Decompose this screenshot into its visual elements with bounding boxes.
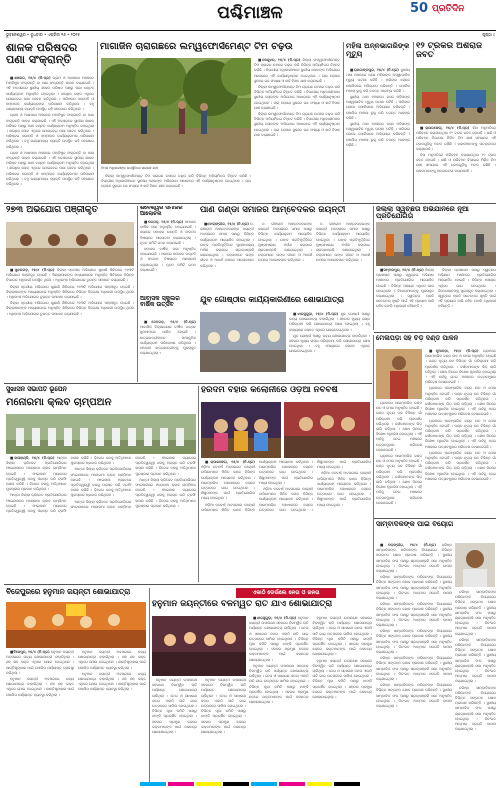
cricket-team-photo: [6, 414, 196, 454]
story-s13-body: [201, 460, 371, 578]
story-text: ଡ. ଭୀମରାଓ ଆମ୍ବେଦକରଙ୍କ ଜୟନ୍ତୀ ଅବସରରେ ସମାଜ ପକ୍ଷରୁ ବିଭିନ୍ନ କାର୍ଯ୍ୟକ୍ରମ ଆୟୋଜିତ ହୋଇଥିଲା । ତାଙ୍କ ପ୍ରତିମୂର୍ତ୍ତିରେ ପୁଷ୍ପମାଲ୍ୟ ଅର୍ପଣ କରାଯାଇ ଶ୍ରଦ୍ଧାଞ୍ଜଳି ଜଣାଯାଇଥିଲା । ବକ୍ତାମାନେ ତାଙ୍କ ଜୀବନ ଓ ଆଦର୍ଶ ଉପରେ ଆଲୋକପାତ କରିଥିଲେ ।: [316, 222, 370, 263]
story-text: ଯୁବ ଗୋଷ୍ଠୀ ପକ୍ଷରୁ ଭବ୍ୟ ଶୋଭାଯାତ୍ରା ବାହାରିଥିଲା । ସହରର ମୁଖ୍ୟ ରାସ୍ତା ପରିକ୍ରମା କରି ଶୋଭାଯାତ୍ରା ଶେଷ ହୋଇଥିଲା । ବହୁ ସଂଖ୍ୟାରେ ଲୋକେ ଏଥିରେ ଯୋଗଦେଇଥିଲେ ।: [289, 333, 370, 354]
story-s17-body-cont: [455, 590, 496, 783]
story-text: ବରିଷ୍ଠ ସାମ୍ବାଦିକଙ୍କ ପରିଜନଙ୍କ ବିୟୋଗରେ ବିଭିନ୍ନ ସଙ୍ଗଠନ ଶୋକ ପ୍ରକାଶ କରିଛନ୍ତି । ସ୍ଥାନୀୟ ସାମ୍ବାଦିକ ସଂଘ ପକ୍ଷରୁ ଶ୍ରଦ୍ଧାଞ୍ଜଳି ସଭା ଅନୁଷ୍ଠିତ ହୋଇଥିଲା । ଦିବଂଗତ ଆତ୍ମାର ସଦଗତି କାମନା କରାଯାଇଥିଲା ।: [376, 656, 452, 682]
story-text: ବରିଷ୍ଠ ସାମ୍ବାଦିକଙ୍କ ପରିଜନଙ୍କ ବିୟୋଗରେ ବିଭିନ୍ନ ସଙ୍ଗଠନ ଶୋକ ପ୍ରକାଶ କରିଛନ୍ତି । ସ୍ଥାନୀୟ ସାମ୍ବାଦିକ ସଂଘ ପକ୍ଷରୁ ଶ୍ରଦ୍ଧାଞ୍ଜଳି ସଭା ଅନୁଷ୍ଠିତ ହୋଇଥିଲା । ଦିବଂଗତ ଆତ୍ମାର ସଦଗତି କାମନା କରାଯାଇଥିଲା ।: [455, 685, 496, 732]
headline-s2: ମାଗାଜିନ ଚାରାଗଛରେ ଲମ୍ୱଫୋର୍ସମେଣ୍ଟ ଟିମ ଚଢ଼ଉ: [100, 42, 293, 52]
byline: ■ଝାରସୁଗୁଡ଼ା, ୧୫/୪ (ନି.ପ୍ର): [253, 616, 297, 620]
story-text: ଜିଲ୍ଲା ଲମ୍ୱଫୋର୍ସମେଣ୍ଟ ଟିମ ଚାରାଗଛ ଉପରେ ଚଢ଼ଉ କରି ବିଭିନ୍ନ ଅନିୟମିତତା ଚିହ୍ନଟ କରିଛି । ବିଭାଗୀୟ ଅଧିକାରୀମାନେ ସ୍ଥାନୀୟ ଲୋକଙ୍କ ଅଭିଯୋଗ ଆଧାରରେ ଏହି କାର୍ଯ୍ୟାନୁଷ୍ଠାନ ନେଇଥିଲେ । ଚାରା ରୋପଣ ସ୍ଥଳରେ ଗଛ ସଂଖ୍ୟା ଓ ଖର୍ଚ୍ଚ ହିସାବ ଯାଞ୍ଚ କରାଯାଇଛି ।: [254, 58, 340, 83]
story-text: ଗ୍ରାମ ଓ ଆଖପାଖ ଅଞ୍ଚଳରେ ମହାବିଷୁବ ସଂକ୍ରାନ୍ତି ବା ପଣା ସଂକ୍ରାନ୍ତି ପାଳନ କରାଯାଇଛି । ଏହି ଅବସରରେ ସ୍ଥାନୀୟ ଶାଳକ ପରିଷଦ ପକ୍ଷରୁ ପଣା ବଣ୍ଟନ କାର୍ଯ୍ୟକ୍ରମ ଅନୁଷ୍ଠିତ ହୋଇଥିଲା । ଶତାଧିକ ଲୋକ ଏଥିରେ ଯୋଗଦେଇ ପଣା ସେବନ କରିଥିଲେ । ପରିଷଦର ସଭାପତି ଓ ସମ୍ପାଦକ କାର୍ଯ୍ୟକ୍ରମର ପରିଚାଳନା କରିଥିଲେ । ବହୁ ଗଣ୍ୟମାନ୍ୟ ବ୍ୟକ୍ତି ଉପସ୍ଥିତ ରହି ସହଯୋଗ କରିଥିଲେ ।: [6, 150, 94, 187]
story-text: ହନୁମାନ ଜୟନ୍ତୀ ଅବସରରେ ଭବ୍ୟ ଶୋଭାଯାତ୍ରା ବାହାରିଥିଲା । ଶହ ଶହ ଭକ୍ତ ଏଥିରେ ଯୋଗ ଦେଇଥିଲେ । ଶାନ୍ତିଶୃଙ୍ଖଳା ପାଇଁ ପୋଲିସ ପର୍ଯ୍ୟାପ୍ତ ବ୍ୟବସ୍ଥା କରିଥିଲା ।: [78, 671, 146, 692]
story-text: ସମାଜର ବାର୍ଷିକ ସଭା ଅନୁଷ୍ଠିତ ହୋଇଯାଇଛି । ସଭାରେ ସମାଜର ଉନ୍ନତି ଓ ସଂଗଠନ ବିଷୟରେ ଆଲୋଚନା କରାଯାଇଥିଲା । ନୂତନ କମିଟି ଗଠନ କରାଯାଇଛି ।: [140, 220, 196, 245]
headline-s14: ମେଳାପଡ଼ା ସହ ଚିଡ଼ି ଦଣ୍ଡ ପାଳନ: [376, 335, 459, 342]
trucks-photo: [416, 68, 496, 124]
story-text: ଜିଲ୍ଲା ପ୍ରଶାସନ ପକ୍ଷରୁ ସ୍ୱଚ୍ଛତା ଅଭିଯାନ ଅଧୀନରେ ପ୍ରତିଯୋଗିତା ଆୟୋଜିତ ହୋଇଛି । ବିଭିନ୍ନ ପଞ୍ଚାୟତ ଏଥିରେ ଭାଗ ନେଇଥିଲେ । ବିଜେତାମାନଙ୍କୁ ପୁରସ୍କୃତ କରାଯାଇଥିଲା । ସ୍ୱଚ୍ଛତା ପ୍ରତି ସଚେତନତା ସୃଷ୍ଟି ପାଇଁ ଏହି ପ୍ରୟାସ ଜାରି ରହିବ ବୋଲି ଅଧିକାରୀ କହିଛନ୍ତି ।: [376, 268, 434, 309]
story-s4-body: [416, 126, 496, 198]
newyear-photo-2: [284, 402, 370, 458]
story-s7-body: [200, 222, 370, 290]
story-text: ଡ. ଭୀମରାଓ ଆମ୍ବେଦକରଙ୍କ ଜୟନ୍ତୀ ଅବସରରେ ସମାଜ ପକ୍ଷରୁ ବିଭିନ୍ନ କାର୍ଯ୍ୟକ୍ରମ ଆୟୋଜିତ ହୋଇଥିଲା । ତାଙ୍କ ପ୍ରତିମୂର୍ତ୍ତିରେ ପୁଷ୍ପମାଲ୍ୟ ଅର୍ପଣ କରାଯାଇ ଶ୍ରଦ୍ଧାଞ୍ଜଳି ଜଣାଯାଇଥିଲା । ବକ୍ତାମାନେ ତାଙ୍କ ଜୀବନ ଓ ଆଦର୍ଶ ଉପରେ ଆଲୋକପାତ କରିଥିଲେ ।: [258, 222, 312, 263]
story-text: ଗ୍ରାମରେ ପାରମ୍ପରିକ ଦଣ୍ଡ ନାଚ ଓ ମେଳା ଅନୁଷ୍ଠିତ ହୋଇଛି । ଦଣ୍ଡ ନୃତ୍ୟ ଦଳ ବିଭିନ୍ନ ଗାଁ ପରିକ୍ରମା କରି ପ୍ରଦର୍ଶନ କରିଥିଲେ । ଦର୍ଶକମାନଙ୍କ ଭିଡ଼ ଲାଗି ରହିଥିଲା । ଶେଷ ଦିନରେ ବିଶେଷ ପୂଜାର୍ଚ୍ଚନା ହୋଇଥିଲା । ଏହି ପର୍ବକୁ ନେଇ ଅଞ୍ଚଳରେ ଉତ୍ସବମୁଖର ପରିବେଶ ଦେଖାଦେଇଛି ।: [376, 401, 422, 452]
byline: ■ଦେବଗଡ଼, ୧୫/୪ (ନି.ପ୍ର): [144, 320, 196, 324]
headline-s10: ସୁଖାସନ ସଭାପତି ଭୂପେନ: [6, 386, 67, 393]
headline-s1: ଶାଳକ ପରିଷଦର ପଣା ସଂକ୍ରାନ୍ତି: [6, 42, 78, 66]
story-text: ସ୍ଥାନୀୟ ଥାନା ଅଞ୍ଚଳରେ ଜଣେ ମହିଳାଙ୍କ ଅସ୍ୱାଭାବିକ ମୃତ୍ୟୁ ଘଟଣା ଘଟିଛି । ପରିବାର ଲୋକେ ପୋଲିସରେ ଅଭିଯୋଗ କରିଛନ୍ତି । ପୋଲିସ ମାମଲା ରୁଜୁ କରି ତଦନ୍ତ ଆରମ୍ଭ କରିଛି ।: [346, 122, 410, 147]
story-text: ଯୁବ ଗୋଷ୍ଠୀ ପକ୍ଷରୁ ଭବ୍ୟ ଶୋଭାଯାତ୍ରା ବାହାରିଥିଲା । ସହରର ମୁଖ୍ୟ ରାସ୍ତା ପରିକ୍ରମା କରି ଶୋଭାଯାତ୍ରା ଶେଷ ହୋଇଥିଲା । ବହୁ ସଂଖ୍ୟାରେ ଲୋକେ ଏଥିରେ ଯୋଗଦେଇଥିଲେ ।: [289, 312, 370, 332]
story-text: ଜିଲ୍ଲା ଲମ୍ୱଫୋର୍ସମେଣ୍ଟ ଟିମ ଚାରାଗଛ ଉପରେ ଚଢ଼ଉ କରି ବିଭିନ୍ନ ଅନିୟମିତତା ଚିହ୍ନଟ କରିଛି । ବିଭାଗୀୟ ଅଧିକାରୀମାନେ ସ୍ଥାନୀୟ ଲୋକଙ୍କ ଅଭିଯୋଗ ଆଧାରରେ ଏହି କାର୍ଯ୍ୟାନୁଷ୍ଠାନ ନେଇଥିଲେ । ଚାରା ରୋପଣ ସ୍ଥଳରେ ଗଛ ସଂଖ୍ୟା ଓ ଖର୍ଚ୍ଚ ହିସାବ ଯାଞ୍ଚ କରାଯାଇଛି ।: [254, 85, 340, 110]
headline-s11: ଆବାସିକ ସ୍କୁଲର ବାର୍ଷିକ ଉତ୍ସବ: [140, 296, 180, 309]
story-s11-body: [140, 320, 196, 378]
masthead: [0, 0, 500, 30]
portrait-photo: [455, 543, 495, 587]
story-text: ଗ୍ରାମରେ ପାରମ୍ପରିକ ଦଣ୍ଡ ନାଚ ଓ ମେଳା ଅନୁଷ୍ଠିତ ହୋଇଛି । ଦଣ୍ଡ ନୃତ୍ୟ ଦଳ ବିଭିନ୍ନ ଗାଁ ପରିକ୍ରମା କରି ପ୍ରଦର୍ଶନ କରିଥିଲେ । ଦର୍ଶକମାନଙ୍କ ଭିଡ଼ ଲାଗି ରହିଥିଲା । ଶେଷ ଦିନରେ ବିଶେଷ ପୂଜାର୍ଚ୍ଚନା ହୋଇଥିଲା । ଏହି ପର୍ବକୁ ନେଇ ଅଞ୍ଚଳରେ ଉତ୍ସବମୁଖର ପରିବେଶ ଦେଖାଦେଇଛି ।: [376, 454, 422, 505]
story-s16-body: [249, 616, 372, 784]
story-text: ବରିଷ୍ଠ ସାମ୍ବାଦିକଙ୍କ ପରିଜନଙ୍କ ବିୟୋଗରେ ବିଭିନ୍ନ ସଙ୍ଗଠନ ଶୋକ ପ୍ରକାଶ କରିଛନ୍ତି । ସ୍ଥାନୀୟ ସାମ୍ବାଦିକ ସଂଘ ପକ୍ଷରୁ ଶ୍ରଦ୍ଧାଞ୍ଜଳି ସଭା ଅନୁଷ୍ଠିତ ହୋଇଥିଲା । ଦିବଂଗତ ଆତ୍ମାର ସଦଗତି କାମନା କରାଯାଇଥିଲା ।: [455, 637, 496, 684]
story-text: ଓଡ଼ିଆ ନବବର୍ଷ ଅବସରରେ କଲୋନୀ ବାସିନ୍ଦାମାନେ ମିଳିତ ଭାବେ ବିଭିନ୍ନ କାର୍ଯ୍ୟକ୍ରମ ଆୟୋଜନ କରିଥିଲେ । ପାରମ୍ପରିକ ପୋଷାକରେ ଲୋକେ ଉତ୍ସବରେ ଭାଗ ନେଇଥିଲେ । ଶିଶୁମାନଙ୍କ ପାଇଁ ପ୍ରତିଯୋଗିତା ମଧ୍ୟ ହୋଇଥିଲା ।: [201, 465, 255, 501]
story-s2-body: [254, 58, 340, 198]
headline-s6: ଶିବେଶ୍ୱର ସମାଜର ଆଲୋଚନା: [140, 206, 183, 217]
story-text: ହନୁମାନ ଜୟନ୍ତୀ ଅବସରରେ ଭବ୍ୟ ଶୋଭାଯାତ୍ରା ବାହାରିଥିଲା । ଶହ ଶହ ଭକ୍ତ ଏଥିରେ ଯୋଗ ଦେଇଥିଲେ । ଶାନ୍ତିଶୃଙ୍ଖଳା ପାଇଁ ପୋଲିସ ପର୍ଯ୍ୟାପ୍ତ ବ୍ୟବସ୍ଥା କରିଥିଲା ।: [6, 677, 74, 697]
hanuman-procession-photo: [6, 602, 146, 648]
byline: ■ବଲାଙ୍ଗୀର, ୧୫/୪ (ନି.ପ୍ର): [380, 543, 437, 547]
story-text: ଓଡ଼ିଆ ନବବର୍ଷ ଅବସରରେ କଲୋନୀ ବାସିନ୍ଦାମାନେ ମିଳିତ ଭାବେ ବିଭିନ୍ନ କାର୍ଯ୍ୟକ୍ରମ ଆୟୋଜନ କରିଥିଲେ । ପାରମ୍ପରିକ ପୋଷାକରେ ଲୋକେ ଉତ୍ସବରେ ଭାଗ ନେଇଥିଲେ । ଶିଶୁମାନଙ୍କ ପାଇଁ ପ୍ରତିଯୋଗିତା ମଧ୍ୟ ହୋଇଥିଲା ।: [201, 460, 313, 512]
byline: ■ବରଗଡ଼, ୧୫/୪ (ନି.ପ୍ର): [144, 220, 184, 224]
photo-caption: ଟିମର ଅଧିକାରୀଙ୍କ ଉପସ୍ଥିତିରେ ଚାରାଗଛ ଯାଞ୍ଚ: [101, 166, 158, 170]
story-text: ବିନା ଅନୁମତିରେ ପରିବହନ କରାଯାଉଥିବା ୧୨ ଟ୍ରକ ଜବତ ହୋଇଛି । ଖଣି ଓ ପରିବହନ ବିଭାଗର ମିଳିତ ଟିମ ଯାଞ୍ଚ ସମୟରେ ଏହି ଟ୍ରକଗୁଡ଼ିକୁ ଅଟକ ରଖିଛି । ଚାଳକମାନଙ୍କୁ ପଚରାଉଚରା କରାଯାଉଛି ।: [416, 153, 496, 173]
story-text: ଗ୍ରାମରେ ପାରମ୍ପରିକ ଦଣ୍ଡ ନାଚ ଓ ମେଳା ଅନୁଷ୍ଠିତ ହୋଇଛି । ଦଣ୍ଡ ନୃତ୍ୟ ଦଳ ବିଭିନ୍ନ ଗାଁ ପରିକ୍ରମା କରି ପ୍ରଦର୍ଶନ କରିଥିଲେ । ଦର୍ଶକମାନଙ୍କ ଭିଡ଼ ଲାଗି ରହିଥିଲା । ଶେଷ ଦିନରେ ବିଶେଷ ପୂଜାର୍ଚ୍ଚନା ହୋଇଥିଲା । ଏହି ପର୍ବକୁ ନେଇ ଅଞ୍ଚଳରେ ଉତ୍ସବମୁଖର ପରିବେଶ ଦେଖାଦେଇଛି ।: [425, 386, 496, 417]
headline-s4: ୧୨ ଟ୍ରକର ଅଁଶିରାଜ ଜବତ: [416, 42, 483, 61]
story-s16-body-cont: [152, 678, 246, 784]
story-s6-body: [140, 220, 196, 290]
anniversary-badge: 50: [410, 1, 429, 16]
story-text: ସମାଜର ବାର୍ଷିକ ସଭା ଅନୁଷ୍ଠିତ ହୋଇଯାଇଛି । ସଭାରେ ସମାଜର ଉନ୍ନତି ଓ ସଂଗଠନ ବିଷୟରେ ଆଲୋଚନା କରାଯାଇଥିଲା । ନୂତନ କମିଟି ଗଠନ କରାଯାଇଛି ।: [140, 247, 196, 272]
story-s14-body-cont: [376, 401, 422, 515]
section-title: ପଶ୍ଚିମାଞ୍ଚଳ: [217, 3, 283, 23]
headline-s15: ବିଜେପୁରରେ ହନୁମାନ ଜୟନ୍ତୀ ଶୋଭାଯାତ୍ରା: [6, 588, 131, 596]
story-s8-body: [376, 268, 496, 328]
story-text: ଜିଲ୍ଲା ପ୍ରଶାସନ ପକ୍ଷରୁ ସ୍ୱଚ୍ଛତା ଅଭିଯାନ ଅଧୀନରେ ପ୍ରତିଯୋଗିତା ଆୟୋଜିତ ହୋଇଛି । ବିଭିନ୍ନ ପଞ୍ଚାୟତ ଏଥିରେ ଭାଗ ନେଇଥିଲେ । ବିଜେତାମାନଙ୍କୁ ପୁରସ୍କୃତ କରାଯାଇଥିଲା । ସ୍ୱଚ୍ଛତା ପ୍ରତି ସଚେତନତା ସୃଷ୍ଟି ପାଇଁ ଏହି ପ୍ରୟାସ ଜାରି ରହିବ ବୋଲି ଅଧିକାରୀ କହିଛନ୍ତି ।: [438, 268, 496, 309]
headline-s17: ସାମ୍ବାଦିକଙ୍କ ପାଇଁ ବିୟୋଗ: [376, 521, 454, 528]
story-text: ହନୁମାନ ଜୟନ୍ତୀ ଉପଲକ୍ଷେ ସହରରେ ବିଳମ୍ୱିତ ରାତି ପର୍ଯ୍ୟନ୍ତ ଶୋଭାଯାତ୍ରା ଚାଲିଥିଲା । ନେତା ଓ ସାଧାରଣ ଜନତା ଏକାଠି ନାଚି ଗାଇ ଉତ୍ସବରେ ସାମିଲ ହୋଇଥିଲେ । ବିଭିନ୍ନ ପୂଜା କମିଟି ପକ୍ଷରୁ ଝାଙ୍କି ପ୍ରଦର୍ଶିତ ହୋଇଥିଲା । ସହରର ପ୍ରମୁଖ ଛକରେ ଭକ୍ତମାନଙ୍କ ପାଇଁ ଜଳଛତ୍ର ଖୋଲାଯାଇଥିଲା ।: [249, 616, 309, 662]
byline: ■ବିଜେପୁର, ୧୫/୪ (ନି.ପ୍ର): [10, 650, 50, 654]
story-text: ଆନ୍ତଃ ଜିଲ୍ଲା କ୍ରିକେଟ ପ୍ରତିଯୋଗିତାର ଫାଇନାଲରେ ମନୋରମା କ୍ଲବ ଚାମ୍ପିଅନ ହୋଇଛି । ଫାଇନାଲ ମ୍ୟାଚରେ ପ୍ରତିଦ୍ୱନ୍ଦ୍ୱୀ ଦଳକୁ ପରାସ୍ତ କରି ଟ୍ରଫି ହାସଲ କରିଛି । ବିଜେତା ଦଳକୁ ଅତିଥିମାନେ ପୁରସ୍କାର ପ୍ରଦାନ କରିଥିଲେ ।: [6, 456, 67, 492]
story-text: ହନୁମାନ ଜୟନ୍ତୀ ଅବସରରେ ଭବ୍ୟ ଶୋଭାଯାତ୍ରା ବାହାରିଥିଲା । ଶହ ଶହ ଭକ୍ତ ଏଥିରେ ଯୋଗ ଦେଇଥିଲେ । ଶାନ୍ତିଶୃଙ୍ଖଳା ପାଇଁ ପୋଲିସ ପର୍ଯ୍ୟାପ୍ତ ବ୍ୟବସ୍ଥା କରିଥିଲା ।: [78, 650, 146, 670]
byline: ■ରାଜଗାଙ୍ଗପୁର, ୧୫/୪ (ନି.ପ୍ର): [350, 68, 399, 72]
registration-marks: [140, 782, 360, 786]
byline: ■ଝାରସୁଗୁଡ଼ା, ୧୫/୪ (ନି.ପ୍ର): [293, 312, 339, 316]
story-text: ହନୁମାନ ଜୟନ୍ତୀ ଉପଲକ୍ଷେ ସହରରେ ବିଳମ୍ୱିତ ରାତି ପର୍ଯ୍ୟନ୍ତ ଶୋଭାଯାତ୍ରା ଚାଲିଥିଲା । ନେତା ଓ ସାଧାରଣ ଜନତା ଏକାଠି ନାଚି ଗାଇ ଉତ୍ସବରେ ସାମିଲ ହୋଇଥିଲେ । ବିଭିନ୍ନ ପୂଜା କମିଟି ପକ୍ଷରୁ ଝାଙ୍କି ପ୍ରଦର୍ଶିତ ହୋଇଥିଲା । ସହରର ପ୍ରମୁଖ ଛକରେ ଭକ୍ତମାନଙ୍କ ପାଇଁ ଜଳଛତ୍ର ଖୋଲାଯାଇଥିଲା ।: [312, 616, 372, 657]
newyear-photo: [201, 402, 281, 458]
story-text: ବରିଷ୍ଠ ସାମ୍ବାଦିକଙ୍କ ପରିଜନଙ୍କ ବିୟୋଗରେ ବିଭିନ୍ନ ସଙ୍ଗଠନ ଶୋକ ପ୍ରକାଶ କରିଛନ୍ତି । ସ୍ଥାନୀୟ ସାମ୍ବାଦିକ ସଂଘ ପକ୍ଷରୁ ଶ୍ରଦ୍ଧାଞ୍ଜଳି ସଭା ଅନୁଷ୍ଠିତ ହୋଇଥିଲା । ଦିବଂଗତ ଆତ୍ମାର ସଦଗତି କାମନା କରାଯାଇଥିଲା ।: [376, 575, 452, 601]
headline-s16: ହନୁମାନ ଜୟନ୍ତୀରେ ବିଳମ୍ୱିତ ରାତି ଯାଏଁ ଶୋଭାଯାତ୍ରା: [152, 600, 333, 609]
procession-photo: [200, 312, 286, 372]
story-text: ହନୁମାନ ଜୟନ୍ତୀ ଅବସରରେ ଭବ୍ୟ ଶୋଭାଯାତ୍ରା ବାହାରିଥିଲା । ଶହ ଶହ ଭକ୍ତ ଏଥିରେ ଯୋଗ ଦେଇଥିଲେ । ଶାନ୍ତିଶୃଙ୍ଖଳା ପାଇଁ ପୋଲିସ ପର୍ଯ୍ୟାପ୍ତ ବ୍ୟବସ୍ଥା କରିଥିଲା ।: [6, 650, 74, 675]
masthead-rule: [4, 30, 496, 31]
story-text: ହନୁମାନ ଜୟନ୍ତୀ ଉପଲକ୍ଷେ ସହରରେ ବିଳମ୍ୱିତ ରାତି ପର୍ଯ୍ୟନ୍ତ ଶୋଭାଯାତ୍ରା ଚାଲିଥିଲା । ନେତା ଓ ସାଧାରଣ ଜନତା ଏକାଠି ନାଚି ଗାଇ ଉତ୍ସବରେ ସାମିଲ ହୋଇଥିଲେ । ବିଭିନ୍ନ ପୂଜା କମିଟି ପକ୍ଷରୁ ଝାଙ୍କି ପ୍ରଦର୍ଶିତ ହୋଇଥିଲା । ସହରର ପ୍ରମୁଖ ଛକରେ ଭକ୍ତମାନଙ୍କ ପାଇଁ ଜଳଛତ୍ର ଖୋଲାଯାଇଥିଲା ।: [249, 663, 309, 705]
story-text: ଆବାସିକ ବିଦ୍ୟାଳୟର ବାର୍ଷିକ ଉତ୍ସବ ଧୁମଧାମରେ ପାଳିତ ହୋଇଛି । ଛାତ୍ରଛାତ୍ରୀମାନେ ସାଂସ୍କୃତିକ କାର୍ଯ୍ୟକ୍ରମ ପରିବେଷଣ କରିଥିଲେ । ମେଧାବୀ ଛାତ୍ରଛାତ୍ରୀଙ୍କୁ ପୁରସ୍କୃତ କରାଯାଇଥିଲା ।: [140, 325, 196, 356]
story-text: ଗ୍ରାମ ଓ ଆଖପାଖ ଅଞ୍ଚଳରେ ମହାବିଷୁବ ସଂକ୍ରାନ୍ତି ବା ପଣା ସଂକ୍ରାନ୍ତି ପାଳନ କରାଯାଇଛି । ଏହି ଅବସରରେ ସ୍ଥାନୀୟ ଶାଳକ ପରିଷଦ ପକ୍ଷରୁ ପଣା ବଣ୍ଟନ କାର୍ଯ୍ୟକ୍ରମ ଅନୁଷ୍ଠିତ ହୋଇଥିଲା । ଶତାଧିକ ଲୋକ ଏଥିରେ ଯୋଗଦେଇ ପଣା ସେବନ କରିଥିଲେ । ପରିଷଦର ସଭାପତି ଓ ସମ୍ପାଦକ କାର୍ଯ୍ୟକ୍ରମର ପରିଚାଳନା କରିଥିଲେ । ବହୁ ଗଣ୍ୟମାନ୍ୟ ବ୍ୟକ୍ତି ଉପସ୍ଥିତ ରହି ସହଯୋଗ କରିଥିଲେ ।: [6, 113, 94, 149]
story-s3-body: [346, 68, 410, 198]
story-text: ଆନ୍ତଃ ଜିଲ୍ଲା କ୍ରିକେଟ ପ୍ରତିଯୋଗିତାର ଫାଇନାଲରେ ମନୋରମା କ୍ଲବ ଚାମ୍ପିଅନ ହୋଇଛି । ଫାଇନାଲ ମ୍ୟାଚରେ ପ୍ରତିଦ୍ୱନ୍ଦ୍ୱୀ ଦଳକୁ ପରାସ୍ତ କରି ଟ୍ରଫି ହାସଲ କରିଛି । ବିଜେତା ଦଳକୁ ଅତିଥିମାନେ ପୁରସ୍କାର ପ୍ରଦାନ କରିଥିଲେ ।: [6, 456, 132, 514]
byline: ■କେନ୍ଦୁଝର, ୧୫/୪ (ନି.ପ୍ର): [258, 58, 301, 62]
story-text: ଜିଲ୍ଲା ଲମ୍ୱଫୋର୍ସମେଣ୍ଟ ଟିମ ଚାରାଗଛ ଉପରେ ଚଢ଼ଉ କରି ବିଭିନ୍ନ ଅନିୟମିତତା ଚିହ୍ନଟ କରିଛି । ବିଭାଗୀୟ ଅଧିକାରୀମାନେ ସ୍ଥାନୀୟ ଲୋକଙ୍କ ଅଭିଯୋଗ ଆଧାରରେ ଏହି କାର୍ଯ୍ୟାନୁଷ୍ଠାନ ନେଇଥିଲେ । ଚାରା ରୋପଣ ସ୍ଥଳରେ ଗଛ ସଂଖ୍ୟା ଓ ଖର୍ଚ୍ଚ ହିସାବ ଯାଞ୍ଚ କରାଯାଇଛି ।: [254, 112, 340, 137]
story-text: ଜିଲ୍ଲା ସ୍ତରୀୟ ଅଭିଯୋଗ ଶୁଣାଣି ଶିବିରରେ ୨୭୩ଟି ଅଭିଯୋଗ ପଞ୍ଜୀକୃତ ହୋଇଛି । ଜିଲ୍ଲାପାଳଙ୍କ ଅଧ୍ୟକ୍ଷତାରେ ଅନୁଷ୍ଠିତ ଶିବିରରେ ବିଭିନ୍ନ ବିଭାଗର ଅଧିକାରୀ ଉପସ୍ଥିତ ଥିଲେ । ଅଧିକାଂଶ ଅଭିଯୋଗର ତୁରନ୍ତ ସମାଧାନ କରାଯାଇଛି ।: [6, 268, 134, 283]
headline-s8: ଜିଲ୍ଲା ସ୍ୱଚ୍ଛତା ଅଭିଯାନରେ ନୂଆ ପ୍ରତିଯୋଗିତା: [376, 206, 469, 220]
byline: ■ବୋଲାଙ୍ଗୀର, ୧୫/୪ (ନି.ପ୍ର): [204, 222, 249, 226]
story-s1-body: [6, 76, 94, 198]
story-text: ହନୁମାନ ଜୟନ୍ତୀ ଉପଲକ୍ଷେ ସହରରେ ବିଳମ୍ୱିତ ରାତି ପର୍ଯ୍ୟନ୍ତ ଶୋଭାଯାତ୍ରା ଚାଲିଥିଲା । ନେତା ଓ ସାଧାରଣ ଜନତା ଏକାଠି ନାଚି ଗାଇ ଉତ୍ସବରେ ସାମିଲ ହୋଇଥିଲେ । ବିଭିନ୍ନ ପୂଜା କମିଟି ପକ୍ଷରୁ ଝାଙ୍କି ପ୍ରଦର୍ଶିତ ହୋଇଥିଲା । ସହରର ପ୍ରମୁଖ ଛକରେ ଭକ୍ତମାନଙ୍କ ପାଇଁ ଜଳଛତ୍ର ଖୋଲାଯାଇଥିଲା ।: [152, 678, 197, 735]
story-text: ହନୁମାନ ଜୟନ୍ତୀ ଉପଲକ୍ଷେ ସହରରେ ବିଳମ୍ୱିତ ରାତି ପର୍ଯ୍ୟନ୍ତ ଶୋଭାଯାତ୍ରା ଚାଲିଥିଲା । ନେତା ଓ ସାଧାରଣ ଜନତା ଏକାଠି ନାଚି ଗାଇ ଉତ୍ସବରେ ସାମିଲ ହୋଇଥିଲେ । ବିଭିନ୍ନ ପୂଜା କମିଟି ପକ୍ଷରୁ ଝାଙ୍କି ପ୍ରଦର୍ଶିତ ହୋଇଥିଲା । ସହରର ପ୍ରମୁଖ ଛକରେ ଭକ୍ତମାନଙ୍କ ପାଇଁ ଜଳଛତ୍ର ଖୋଲାଯାଇଥିଲା ।: [312, 658, 372, 700]
story-text: ହନୁମାନ ଜୟନ୍ତୀ ଉପଲକ୍ଷେ ସହରରେ ବିଳମ୍ୱିତ ରାତି ପର୍ଯ୍ୟନ୍ତ ଶୋଭାଯାତ୍ରା ଚାଲିଥିଲା । ନେତା ଓ ସାଧାରଣ ଜନତା ଏକାଠି ନାଚି ଗାଇ ଉତ୍ସବରେ ସାମିଲ ହୋଇଥିଲେ । ବିଭିନ୍ନ ପୂଜା କମିଟି ପକ୍ଷରୁ ଝାଙ୍କି ପ୍ରଦର୍ଶିତ ହୋଇଥିଲା । ସହରର ପ୍ରମୁଖ ଛକରେ ଭକ୍ତମାନଙ୍କ ପାଇଁ ଜଳଛତ୍ର ଖୋଲାଯାଇଥିଲା ।: [201, 678, 246, 735]
byline: ■କଳାହାଣ୍ଡି, ୧୫/୪ (ନି.ପ୍ର): [10, 456, 55, 460]
headline-s12: ମନୋରମା କ୍ଲବ ଚାମ୍ପିଅନ: [6, 398, 112, 408]
story-text: ସ୍ଥାନୀୟ ଥାନା ଅଞ୍ଚଳରେ ଜଣେ ମହିଳାଙ୍କ ଅସ୍ୱାଭାବିକ ମୃତ୍ୟୁ ଘଟଣା ଘଟିଛି । ପରିବାର ଲୋକେ ପୋଲିସରେ ଅଭିଯୋଗ କରିଛନ୍ତି । ପୋଲିସ ମାମଲା ରୁଜୁ କରି ତଦନ୍ତ ଆରମ୍ଭ କରିଛି ।: [346, 95, 410, 120]
story-text: ଗ୍ରାମରେ ପାରମ୍ପରିକ ଦଣ୍ଡ ନାଚ ଓ ମେଳା ଅନୁଷ୍ଠିତ ହୋଇଛି । ଦଣ୍ଡ ନୃତ୍ୟ ଦଳ ବିଭିନ୍ନ ଗାଁ ପରିକ୍ରମା କରି ପ୍ରଦର୍ଶନ କରିଥିଲେ । ଦର୍ଶକମାନଙ୍କ ଭିଡ଼ ଲାଗି ରହିଥିଲା । ଶେଷ ଦିନରେ ବିଶେଷ ପୂଜାର୍ଚ୍ଚନା ହୋଇଥିଲା । ଏହି ପର୍ବକୁ ନେଇ ଅଞ୍ଚଳରେ ଉତ୍ସବମୁଖର ପରିବେଶ ଦେଖାଦେଇଛି ।: [425, 349, 496, 385]
brand-logo: ପ୍ରତିଦିନ: [432, 4, 465, 14]
story-text: ଆନ୍ତଃ ଜିଲ୍ଲା କ୍ରିକେଟ ପ୍ରତିଯୋଗିତାର ଫାଇନାଲରେ ମନୋରମା କ୍ଲବ ଚାମ୍ପିଅନ ହୋଇଛି । ଫାଇନାଲ ମ୍ୟାଚରେ ପ୍ରତିଦ୍ୱନ୍ଦ୍ୱୀ ଦଳକୁ ପରାସ୍ତ କରି ଟ୍ରଫି ହାସଲ କରିଛି । ବିଜେତା ଦଳକୁ ଅତିଥିମାନେ ପୁରସ୍କାର ପ୍ରଦାନ କରିଥିଲେ ।: [70, 467, 132, 498]
story-text: ଓଡ଼ିଆ ନବବର୍ଷ ଅବସରରେ କଲୋନୀ ବାସିନ୍ଦାମାନେ ମିଳିତ ଭାବେ ବିଭିନ୍ନ କାର୍ଯ୍ୟକ୍ରମ ଆୟୋଜନ କରିଥିଲେ । ପାରମ୍ପରିକ ପୋଷାକରେ ଲୋକେ ଉତ୍ସବରେ ଭାଗ ନେଇଥିଲେ । ଶିଶୁମାନଙ୍କ ପାଇଁ ପ୍ରତିଯୋଗିତା ମଧ୍ୟ ହୋଇଥିଲା ।: [317, 471, 371, 507]
kicker-s16: ଏକାଠି ଡେଉଁଲେ ନେତା ଓ ଜନତା: [236, 588, 336, 598]
story-s15-body: [6, 650, 146, 784]
story-text: ବରିଷ୍ଠ ସାମ୍ବାଦିକଙ୍କ ପରିଜନଙ୍କ ବିୟୋଗରେ ବିଭିନ୍ନ ସଙ୍ଗଠନ ଶୋକ ପ୍ରକାଶ କରିଛନ୍ତି । ସ୍ଥାନୀୟ ସାମ୍ବାଦିକ ସଂଘ ପକ୍ଷରୁ ଶ୍ରଦ୍ଧାଞ୍ଜଳି ସଭା ଅନୁଷ୍ଠିତ ହୋଇଥିଲା । ଦିବଂଗତ ଆତ୍ମାର ସଦଗତି କାମନା କରାଯାଇଥିଲା ।: [455, 590, 496, 636]
headline-s13: ହରିଦମ ବିହାର କଲୋନୀରେ ଓଡ଼ିଆ ନବବର୍ଷ: [201, 386, 338, 395]
story-s5-body: [6, 268, 134, 376]
story-text: ଡ. ଭୀମରାଓ ଆମ୍ବେଦକରଙ୍କ ଜୟନ୍ତୀ ଅବସରରେ ସମାଜ ପକ୍ଷରୁ ବିଭିନ୍ନ କାର୍ଯ୍ୟକ୍ରମ ଆୟୋଜିତ ହୋଇଥିଲା । ତାଙ୍କ ପ୍ରତିମୂର୍ତ୍ତିରେ ପୁଷ୍ପମାଲ୍ୟ ଅର୍ପଣ କରାଯାଇ ଶ୍ରଦ୍ଧାଞ୍ଜଳି ଜଣାଯାଇଥିଲା । ବକ୍ତାମାନେ ତାଙ୍କ ଜୀବନ ଓ ଆଦର୍ଶ ଉପରେ ଆଲୋକପାତ କରିଥିଲେ ।: [200, 222, 254, 268]
byline: ■ସୁନ୍ଦରଗଡ଼, ୧୫/୪ (ନି.ପ୍ର): [10, 268, 55, 272]
story-text: ଗ୍ରାମରେ ପାରମ୍ପରିକ ଦଣ୍ଡ ନାଚ ଓ ମେଳା ଅନୁଷ୍ଠିତ ହୋଇଛି । ଦଣ୍ଡ ନୃତ୍ୟ ଦଳ ବିଭିନ୍ନ ଗାଁ ପରିକ୍ରମା କରି ପ୍ରଦର୍ଶନ କରିଥିଲେ । ଦର୍ଶକମାନଙ୍କ ଭିଡ଼ ଲାଗି ରହିଥିଲା । ଶେଷ ଦିନରେ ବିଶେଷ ପୂଜାର୍ଚ୍ଚନା ହୋଇଥିଲା । ଏହି ପର୍ବକୁ ନେଇ ଅଞ୍ଚଳରେ ଉତ୍ସବମୁଖର ପରିବେଶ ଦେଖାଦେଇଛି ।: [425, 418, 496, 449]
story-s14-body: [425, 349, 496, 515]
headline-s9: ଯୁବ ଗୋଷ୍ଠୀର କାର୍ଯ୍ୟକାରିଣୀରେ ଶୋଭାଯାତ୍ରା: [200, 296, 345, 304]
story-text: ଜିଲ୍ଲା ଲମ୍ୱଫୋର୍ସମେଣ୍ଟ ଟିମ ଚାରାଗଛ ଉପରେ ଚଢ଼ଉ କରି ବିଭିନ୍ନ ଅନିୟମିତତା ଚିହ୍ନଟ କରିଛି । ବିଭାଗୀୟ ଅଧିକାରୀମାନେ ସ୍ଥାନୀୟ ଲୋକଙ୍କ ଅଭିଯୋଗ ଆଧାରରେ ଏହି କାର୍ଯ୍ୟାନୁଷ୍ଠାନ ନେଇଥିଲେ । ଚାରା ରୋପଣ ସ୍ଥଳରେ ଗଛ ସଂଖ୍ୟା ଓ ଖର୍ଚ୍ଚ ହିସାବ ଯାଞ୍ଚ କରାଯାଇଛି ।: [101, 174, 251, 189]
story-text: ଆନ୍ତଃ ଜିଲ୍ଲା କ୍ରିକେଟ ପ୍ରତିଯୋଗିତାର ଫାଇନାଲରେ ମନୋରମା କ୍ଲବ ଚାମ୍ପିଅନ ହୋଇଛି । ଫାଇନାଲ ମ୍ୟାଚରେ ପ୍ରତିଦ୍ୱନ୍ଦ୍ୱୀ ଦଳକୁ ପରାସ୍ତ କରି ଟ୍ରଫି ହାସଲ କରିଛି । ବିଜେତା ଦଳକୁ ଅତିଥିମାନେ ପୁରସ୍କାର ପ୍ରଦାନ କରିଥିଲେ ।: [70, 456, 196, 509]
story-text: ବରିଷ୍ଠ ସାମ୍ବାଦିକଙ୍କ ପରିଜନଙ୍କ ବିୟୋଗରେ ବିଭିନ୍ନ ସଙ୍ଗଠନ ଶୋକ ପ୍ରକାଶ କରିଛନ୍ତି । ସ୍ଥାନୀୟ ସାମ୍ବାଦିକ ସଂଘ ପକ୍ଷରୁ ଶ୍ରଦ୍ଧାଞ୍ଜଳି ସଭା ଅନୁଷ୍ଠିତ ହୋଇଥିଲା । ଦିବଂଗତ ଆତ୍ମାର ସଦଗତି କାମନା କରାଯାଇଥିଲା ।: [376, 683, 452, 709]
story-text: ଜିଲ୍ଲା ସ୍ତରୀୟ ଅଭିଯୋଗ ଶୁଣାଣି ଶିବିରରେ ୨୭୩ଟି ଅଭିଯୋଗ ପଞ୍ଜୀକୃତ ହୋଇଛି । ଜିଲ୍ଲାପାଳଙ୍କ ଅଧ୍ୟକ୍ଷତାରେ ଅନୁଷ୍ଠିତ ଶିବିରରେ ବିଭିନ୍ନ ବିଭାଗର ଅଧିକାରୀ ଉପସ୍ଥିତ ଥିଲେ । ଅଧିକାଂଶ ଅଭିଯୋଗର ତୁରନ୍ତ ସମାଧାନ କରାଯାଇଛି ।: [6, 301, 134, 316]
headline-s7: ପାଣି ଗଣ୍ଡା ସମାଜର ଆମ୍ବେଦକର ଜୟନ୍ତୀ: [200, 206, 346, 215]
story-text: ଗ୍ରାମ ଓ ଆଖପାଖ ଅଞ୍ଚଳରେ ମହାବିଷୁବ ସଂକ୍ରାନ୍ତି ବା ପଣା ସଂକ୍ରାନ୍ତି ପାଳନ କରାଯାଇଛି । ଏହି ଅବସରରେ ସ୍ଥାନୀୟ ଶାଳକ ପରିଷଦ ପକ୍ଷରୁ ପଣା ବଣ୍ଟନ କାର୍ଯ୍ୟକ୍ରମ ଅନୁଷ୍ଠିତ ହୋଇଥିଲା । ଶତାଧିକ ଲୋକ ଏଥିରେ ଯୋଗଦେଇ ପଣା ସେବନ କରିଥିଲେ । ପରିଷଦର ସଭାପତି ଓ ସମ୍ପାଦକ କାର୍ଯ୍ୟକ୍ରମର ପରିଚାଳନା କରିଥିଲେ । ବହୁ ଗଣ୍ୟମାନ୍ୟ ବ୍ୟକ୍ତି ଉପସ୍ଥିତ ରହି ସହଯୋଗ କରିଥିଲେ ।: [6, 76, 94, 112]
story-s2-body-cont: [101, 174, 251, 200]
byline: ■ନୂଆପଡ଼ା, ୧୫/୪ (ନି.ପ୍ର): [429, 349, 479, 353]
headline-s5: ୨୭୩ ଅଭିଯୋଗ ପଞ୍ଜୀକୃତ: [6, 206, 98, 215]
story-text: ବରିଷ୍ଠ ସାମ୍ବାଦିକଙ୍କ ପରିଜନଙ୍କ ବିୟୋଗରେ ବିଭିନ୍ନ ସଙ୍ଗଠନ ଶୋକ ପ୍ରକାଶ କରିଛନ୍ତି । ସ୍ଥାନୀୟ ସାମ୍ବାଦିକ ସଂଘ ପକ୍ଷରୁ ଶ୍ରଦ୍ଧାଞ୍ଜଳି ସଭା ଅନୁଷ୍ଠିତ ହୋଇଥିଲା । ଦିବଂଗତ ଆତ୍ମାର ସଦଗତି କାମନା କରାଯାଇଥିଲା ।: [376, 629, 452, 655]
cleanliness-photo: [376, 222, 496, 266]
story-s9-body: [289, 312, 370, 372]
headline-s3: ମହିଳା ଅନ୍ନଭାଗରିଙ୍କ ମୃତ୍ୟୁ: [346, 42, 410, 58]
story-text: ଓଡ଼ିଆ ନବବର୍ଷ ଅବସରରେ କଲୋନୀ ବାସିନ୍ଦାମାନେ ମିଳିତ ଭାବେ ବିଭିନ୍ନ କାର୍ଯ୍ୟକ୍ରମ ଆୟୋଜନ କରିଥିଲେ । ପାରମ୍ପରିକ ପୋଷାକରେ ଲୋକେ ଉତ୍ସବରେ ଭାଗ ନେଇଥିଲେ । ଶିଶୁମାନଙ୍କ ପାଇଁ ପ୍ରତିଯୋଗିତା ମଧ୍ୟ ହୋଇଥିଲା ।: [259, 460, 371, 512]
story-text: ବରିଷ୍ଠ ସାମ୍ବାଦିକଙ୍କ ପରିଜନଙ୍କ ବିୟୋଗରେ ବିଭିନ୍ନ ସଙ୍ଗଠନ ଶୋକ ପ୍ରକାଶ କରିଛନ୍ତି । ସ୍ଥାନୀୟ ସାମ୍ବାଦିକ ସଂଘ ପକ୍ଷରୁ ଶ୍ରଦ୍ଧାଞ୍ଜଳି ସଭା ଅନୁଷ୍ଠିତ ହୋଇଥିଲା । ଦିବଂଗତ ଆତ୍ମାର ସଦଗତି କାମନା କରାଯାଇଥିଲା ।: [376, 543, 452, 574]
story-text: ବରିଷ୍ଠ ସାମ୍ବାଦିକଙ୍କ ପରିଜନଙ୍କ ବିୟୋଗରେ ବିଭିନ୍ନ ସଙ୍ଗଠନ ଶୋକ ପ୍ରକାଶ କରିଛନ୍ତି । ସ୍ଥାନୀୟ ସାମ୍ବାଦିକ ସଂଘ ପକ୍ଷରୁ ଶ୍ରଦ୍ଧାଞ୍ଜଳି ସଭା ଅନୁଷ୍ଠିତ ହୋଇଥିଲା । ଦିବଂଗତ ଆତ୍ମାର ସଦଗତି କାମନା କରାଯାଇଥିଲା ।: [376, 602, 452, 628]
byline: ■ରାଉରକେଲା, ୧୫/୪ (ନି.ପ୍ର): [420, 126, 470, 130]
byline: ■ରାଉରକେଲା, ୧୫/୪ (ନି.ପ୍ର): [205, 460, 255, 464]
story-text: ଗ୍ରାମରେ ପାରମ୍ପରିକ ଦଣ୍ଡ ନାଚ ଓ ମେଳା ଅନୁଷ୍ଠିତ ହୋଇଛି । ଦଣ୍ଡ ନୃତ୍ୟ ଦଳ ବିଭିନ୍ନ ଗାଁ ପରିକ୍ରମା କରି ପ୍ରଦର୍ଶନ କରିଥିଲେ । ଦର୍ଶକମାନଙ୍କ ଭିଡ଼ ଲାଗି ରହିଥିଲା । ଶେଷ ଦିନରେ ବିଶେଷ ପୂଜାର୍ଚ୍ଚନା ହୋଇଥିଲା । ଏହି ପର୍ବକୁ ନେଇ ଅଞ୍ଚଳରେ ଉତ୍ସବମୁଖର ପରିବେଶ ଦେଖାଦେଇଛି ।: [425, 450, 496, 481]
danda-photo: [376, 349, 422, 399]
story-s17-body: [376, 543, 452, 783]
story-text: ବିନା ଅନୁମତିରେ ପରିବହନ କରାଯାଉଥିବା ୧୨ ଟ୍ରକ ଜବତ ହୋଇଛି । ଖଣି ଓ ପରିବହନ ବିଭାଗର ମିଳିତ ଟିମ ଯାଞ୍ଚ ସମୟରେ ଏହି ଟ୍ରକଗୁଡ଼ିକୁ ଅଟକ ରଖିଛି । ଚାଳକମାନଙ୍କୁ ପଚରାଉଚରା କରାଯାଉଛି ।: [416, 126, 496, 151]
story-text: ଆନ୍ତଃ ଜିଲ୍ଲା କ୍ରିକେଟ ପ୍ରତିଯୋଗିତାର ଫାଇନାଲରେ ମନୋରମା କ୍ଲବ ଚାମ୍ପିଅନ ହୋଇଛି । ଫାଇନାଲ ମ୍ୟାଚରେ ପ୍ରତିଦ୍ୱନ୍ଦ୍ୱୀ ଦଳକୁ ପରାସ୍ତ କରି ଟ୍ରଫି ହାସଲ କରିଛି । ବିଜେତା ଦଳକୁ ଅତିଥିମାନେ ପୁରସ୍କାର ପ୍ରଦାନ କରିଥିଲେ ।: [135, 477, 196, 508]
night-procession-photo: [152, 616, 246, 676]
meeting-photo: [6, 222, 134, 266]
dateline: ଭୁବନେଶ୍ୱର • ବୁଧବାର • ଏପ୍ରିଲ ୧୬ • ୨୦୨୫: [6, 32, 81, 37]
story-text: ସ୍ଥାନୀୟ ଥାନା ଅଞ୍ଚଳରେ ଜଣେ ମହିଳାଙ୍କ ଅସ୍ୱାଭାବିକ ମୃତ୍ୟୁ ଘଟଣା ଘଟିଛି । ପରିବାର ଲୋକେ ପୋଲିସରେ ଅଭିଯୋଗ କରିଛନ୍ତି । ପୋଲିସ ମାମଲା ରୁଜୁ କରି ତଦନ୍ତ ଆରମ୍ଭ କରିଛି ।: [346, 68, 410, 93]
byline: ■ଶାଳେର, ୧୫/୪ (ନି.ପ୍ର): [10, 76, 51, 80]
forest-photo: [101, 58, 251, 164]
page-number: ପୃଷ୍ଠା ୯: [482, 32, 495, 37]
byline: ■ସମ୍ବଲପୁର, ୧୫/୪ (ନି.ପ୍ର): [380, 268, 424, 272]
story-text: ଜିଲ୍ଲା ସ୍ତରୀୟ ଅଭିଯୋଗ ଶୁଣାଣି ଶିବିରରେ ୨୭୩ଟି ଅଭିଯୋଗ ପଞ୍ଜୀକୃତ ହୋଇଛି । ଜିଲ୍ଲାପାଳଙ୍କ ଅଧ୍ୟକ୍ଷତାରେ ଅନୁଷ୍ଠିତ ଶିବିରରେ ବିଭିନ୍ନ ବିଭାଗର ଅଧିକାରୀ ଉପସ୍ଥିତ ଥିଲେ । ଅଧିକାଂଶ ଅଭିଯୋଗର ତୁରନ୍ତ ସମାଧାନ କରାଯାଇଛି ।: [6, 284, 134, 300]
story-s12-body: [6, 456, 196, 576]
